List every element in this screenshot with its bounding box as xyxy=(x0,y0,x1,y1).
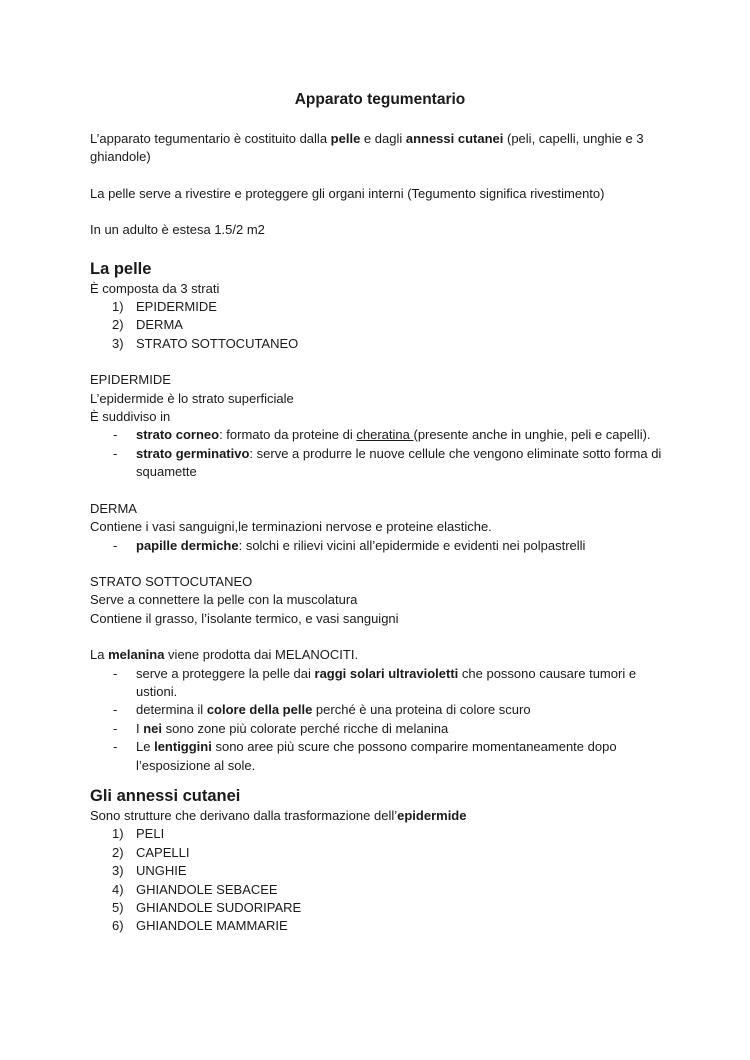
melanina-lead: La melanina viene prodotta dai MELANOCITI. xyxy=(90,647,359,663)
intro-paragraph: L’apparato tegumentario è costituito dalla pelle e dagli annessi cutanei (peli, capelli, unghie e 3 ghiandole) xyxy=(90,131,644,165)
epidermide-list xyxy=(90,426,670,481)
epidermide-line-2: È suddiviso in xyxy=(90,409,171,425)
list-item: - serve a proteggere la pelle dai raggi solari ultravioletti che possono causare tumori e ustioni. xyxy=(113,665,637,699)
derma-list xyxy=(90,537,670,555)
document-body xyxy=(90,88,670,936)
list-item: 3) STRATO SOTTOCUTANEO xyxy=(112,335,299,351)
list-item: 1) PELI xyxy=(112,826,165,842)
list-item: 4) GHIANDOLE SEBACEE xyxy=(112,881,278,897)
sottocutaneo-line-2: Contiene il grasso, l’isolante termico, e vasi sanguigni xyxy=(90,610,399,626)
derma-line: Contiene i vasi sanguigni,le terminazioni nervose e proteine elastiche. xyxy=(90,519,492,535)
melanina-list xyxy=(90,665,670,775)
subheading-strato-sottocutaneo: STRATO SOTTOCUTANEO xyxy=(90,573,253,589)
document-title: Apparato tegumentario xyxy=(294,91,466,108)
list-item: - strato corneo: formato da proteine di cheratina (presente anche in unghie, peli e capelli). xyxy=(113,427,651,443)
list-item: 2) CAPELLI xyxy=(112,844,190,860)
list-item: 6) GHIANDOLE MAMMARIE xyxy=(112,918,288,934)
term-pelle: pelle xyxy=(330,131,361,146)
list-item: 3) UNGHIE xyxy=(112,863,187,879)
section-heading-la-pelle: La pelle xyxy=(90,259,152,278)
list-item: - determina il colore della pelle perché è una proteina di colore scuro xyxy=(113,702,531,718)
list-item: 2) DERMA xyxy=(112,317,183,333)
term-melanina: melanina xyxy=(108,647,165,663)
pelle-layers-list xyxy=(90,298,670,353)
term-annessi-cutanei: annessi cutanei xyxy=(405,131,504,146)
annessi-list xyxy=(90,825,670,935)
list-item: - I nei sono zone più colorate perché ricche di melanina xyxy=(113,720,449,736)
intro-extent-paragraph: In un adulto è estesa 1.5/2 m2 xyxy=(90,222,265,238)
list-item: 5) GHIANDOLE SUDORIPARE xyxy=(112,900,302,915)
pelle-lead: È composta da 3 strati xyxy=(90,280,220,296)
list-item: 1) EPIDERMIDE xyxy=(112,299,217,315)
subheading-epidermide: EPIDERMIDE xyxy=(90,372,171,388)
list-item: - strato germinativo: serve a produrre le nuove cellule che vengono eliminate sotto forma di squamette xyxy=(113,445,662,480)
epidermide-line-1: L’epidermide è lo strato superficiale xyxy=(90,390,294,406)
annessi-lead: Sono strutture che derivano dalla trasformazione dell’epidermide xyxy=(90,807,467,823)
list-item: - papille dermiche: solchi e rilievi vicini all’epidermide e evidenti nei polpastrelli xyxy=(113,537,586,553)
term-cheratina: cheratina xyxy=(356,427,414,443)
sottocutaneo-line-1: Serve a connettere la pelle con la muscolatura xyxy=(90,592,358,608)
section-heading-annessi-cutanei: Gli annessi cutanei xyxy=(90,786,241,805)
subheading-derma: DERMA xyxy=(90,500,137,516)
intro-function-paragraph: La pelle serve a rivestire e proteggere gli organi interni (Tegumento significa rivestimento) xyxy=(90,185,605,201)
term-epidermide: epidermide xyxy=(397,807,467,823)
list-item: - Le lentiggini sono aree più scure che possono comparire momentaneamente dopo l’esposizione al sole. xyxy=(113,739,617,773)
